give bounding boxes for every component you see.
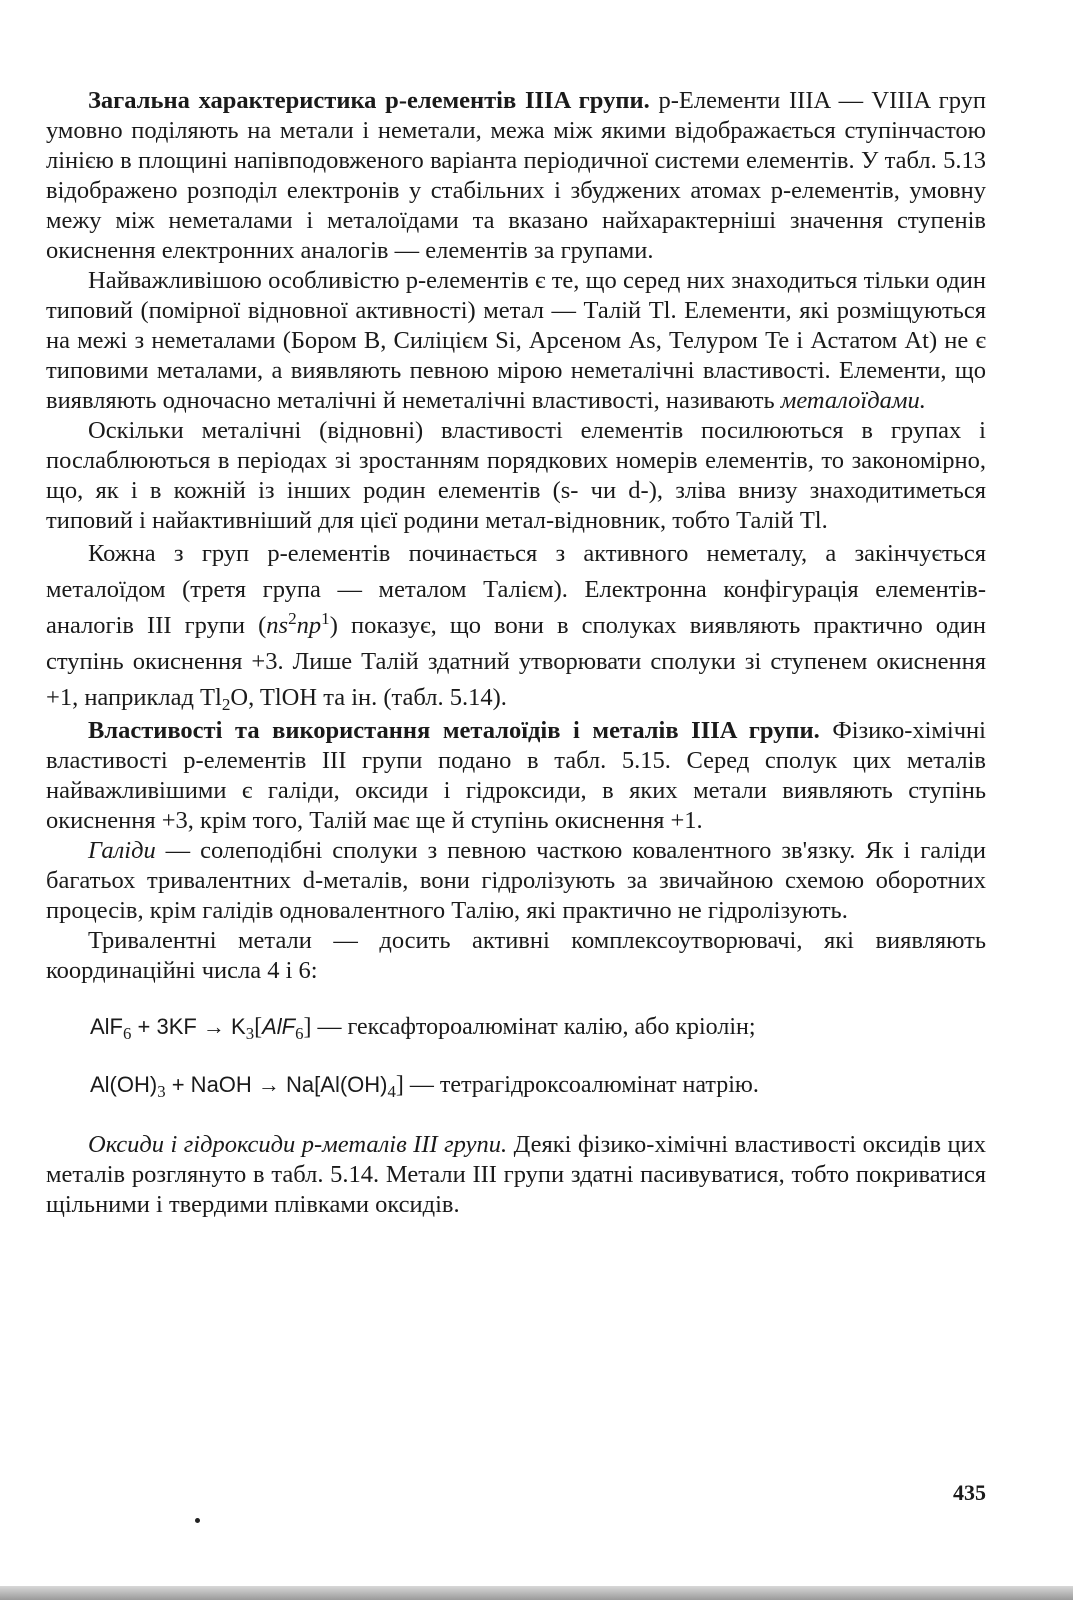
paragraph-text: ) показує, що вони в сполуках виявляють практично один ступінь окиснення +3. Лише Талій здатний утворювати сполуки зі ступенем окиснення +1, наприклад Tl xyxy=(46,612,986,711)
formula-bracket: ] xyxy=(303,1014,312,1040)
formula-subscript: 3 xyxy=(245,1024,255,1043)
paragraph-text: Найважливішою особливістю p-елементів є те, що серед них знаходиться тільки один типовий (помірної відновної активності) метал — Талій Tl. Елементи, які розміщуються на межі з неметалами (Бором B, Силіцієм Si, Арсеном As, Телуром Te і Астатом At) не є типовими металами, а виявляють певною мірою неметалічні властивості. Елементи, що виявляють одночасно металічні й неметалічні властивості, називають xyxy=(46,267,986,414)
paragraph-metallic-properties xyxy=(46,416,986,536)
paragraph-properties-and-uses xyxy=(46,716,986,836)
formula-cryolite xyxy=(90,1010,986,1044)
tl2o-subscript: 2 xyxy=(221,695,231,714)
formula-description: — гексафтороалюмінат калію, або кріолін; xyxy=(311,1014,756,1040)
scan-bottom-edge xyxy=(0,1586,1073,1600)
paragraph-electron-configuration xyxy=(46,536,986,716)
formula-tetrahydroxoaluminate xyxy=(90,1068,986,1102)
formula-part: AlF xyxy=(90,1014,123,1039)
paragraph-most-important-feature xyxy=(46,266,986,416)
paragraph-oxides-hydroxides xyxy=(46,1130,986,1220)
paragraph-text: O, TlOH та ін. (табл. 5.14). xyxy=(230,684,507,711)
formula-part: + NaOH → Na[Al(OH) xyxy=(165,1072,388,1097)
formula-part: + 3KF → K xyxy=(131,1014,246,1039)
section-heading: Загальна характеристика p-елементів IIIA групи. xyxy=(88,87,650,114)
formula-bracket: ] xyxy=(395,1072,404,1098)
paragraph-trivalent-metals xyxy=(46,926,986,986)
term-halides: Галіди xyxy=(88,837,156,864)
formula-subscript: 6 xyxy=(123,1024,132,1043)
config-np: np xyxy=(296,612,322,639)
formula-subscript: 4 xyxy=(387,1082,396,1101)
paragraph-text: Оскільки металічні (відновні) властивості елементів посилюються в групах і послаблюються в періодах зі зростанням порядкових номерів елементів, то закономірно, що, як і в кожній із інших родин елементів (s- чи d-), зліва внизу знаходитиметься типовий і найактивніший для цієї родини метал-відновник, тобто Талій Tl. xyxy=(46,417,986,534)
formula-part: Al(OH) xyxy=(90,1072,158,1097)
paragraph-halides xyxy=(46,836,986,926)
page-number: 435 xyxy=(953,1480,986,1505)
paragraph-text: Фізико-хімічні властивості p-елементів III групи подано в табл. 5.15. Серед сполук цих металів найважливішими є галіди, оксиди і гідроксиди, в яких метали виявляють ступінь окиснення +3, крім того, Талій має ще й ступінь окиснення +1. xyxy=(46,717,986,834)
formula-part: AlF xyxy=(262,1014,296,1039)
term-metalloids: металоїдами. xyxy=(780,387,926,414)
section-heading: Властивості та використання металоїдів і металів IIIA групи. xyxy=(88,717,820,744)
term-oxides-hydroxides: Оксиди і гідроксиди p-металів III групи. xyxy=(88,1131,508,1158)
paragraph-text: p-Елементи IIIA — VIIIA груп умовно поділяють на метали і неметали, межа між якими відображається ступінчастою лінією в площині напівподовженого варіанта періодичної системи елементів. У табл. 5.13 відображено розподіл електронів у стабільних і збуджених атомах p-елементів, умовну межу між неметалами і металоїдами та вказано найхарактерніші значення ступенів окиснення електронних аналогів — елементів за групами. xyxy=(46,87,986,264)
formula-subscript: 3 xyxy=(157,1082,166,1101)
paragraph-general-characteristics xyxy=(46,86,986,266)
config-ns-superscript: 2 xyxy=(288,609,297,628)
paragraph-text: Деякі фізико-хімічні властивості оксидів цих металів розглянуто в табл. 5.14. Метали III групи здатні пасивуватися, тобто покриватися щільними і твердими плівками оксидів. xyxy=(46,1131,986,1218)
formula-bracket: [ xyxy=(254,1014,263,1040)
scan-speck xyxy=(195,1518,200,1523)
formula-description: — тетрагідроксоалюмінат натрію. xyxy=(403,1072,759,1098)
formula-subscript: 6 xyxy=(295,1024,304,1043)
paragraph-text: Кожна з груп p-елементів починається з активного неметалу, а закінчується металоїдом (третя група — металом Талієм). Електронна конфігурація елементів-аналогів III групи ( xyxy=(46,540,986,639)
page-body xyxy=(46,86,986,1220)
config-ns: ns xyxy=(266,612,289,639)
paragraph-text: — солеподібні сполуки з певною часткою ковалентного зв'язку. Як і галіди багатьох тривалентних d-металів, вони гідролізують за звичайною схемою оборотних процесів, крім галідів одновалентного Талію, які практично не гідролізують. xyxy=(46,837,986,924)
paragraph-text: Тривалентні метали — досить активні комплексоутворювачі, які виявляють координаційні числа 4 і 6: xyxy=(46,927,986,984)
config-np-superscript: 1 xyxy=(321,609,330,628)
